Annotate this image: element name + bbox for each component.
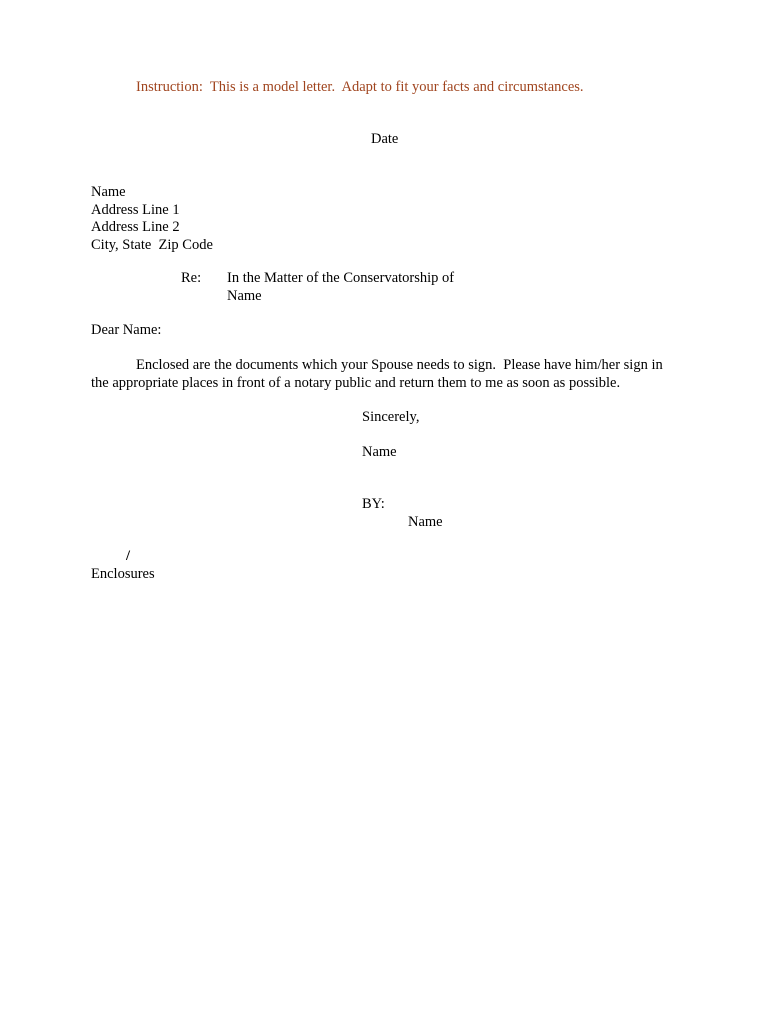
re-subject-line-2: Name [227,287,262,304]
re-subject-block [227,270,454,305]
re-subject-line-1: In the Matter of the Conservatorship of [227,270,455,286]
recipient-address-line-2: Address Line 2 [91,219,180,235]
signer-name: Name [362,444,397,460]
body-paragraph [91,357,691,392]
recipient-address-line-1: Address Line 1 [91,201,180,218]
recipient-name: Name [91,184,126,200]
body-line-2: the appropriate places in front of a notary public and return them to me as soon as possible. [91,374,621,391]
re-label: Re: [181,270,202,286]
instruction-note: Instruction: This is a model letter. Adapt to fit your facts and circumstances. [136,79,584,95]
enclosures-note: Enclosures [91,566,155,582]
salutation: Dear Name: [91,322,162,338]
by-name: Name [408,514,443,530]
letter-date: Date [371,131,399,147]
closing: Sincerely, [362,409,420,425]
typist-initials: / [126,548,131,564]
recipient-address-block [91,184,213,254]
by-label: BY: [362,496,385,512]
body-line-1: Enclosed are the documents which your Spouse needs to sign. Please have him/her sign in [136,357,663,373]
recipient-city-state-zip: City, State Zip Code [91,236,213,253]
